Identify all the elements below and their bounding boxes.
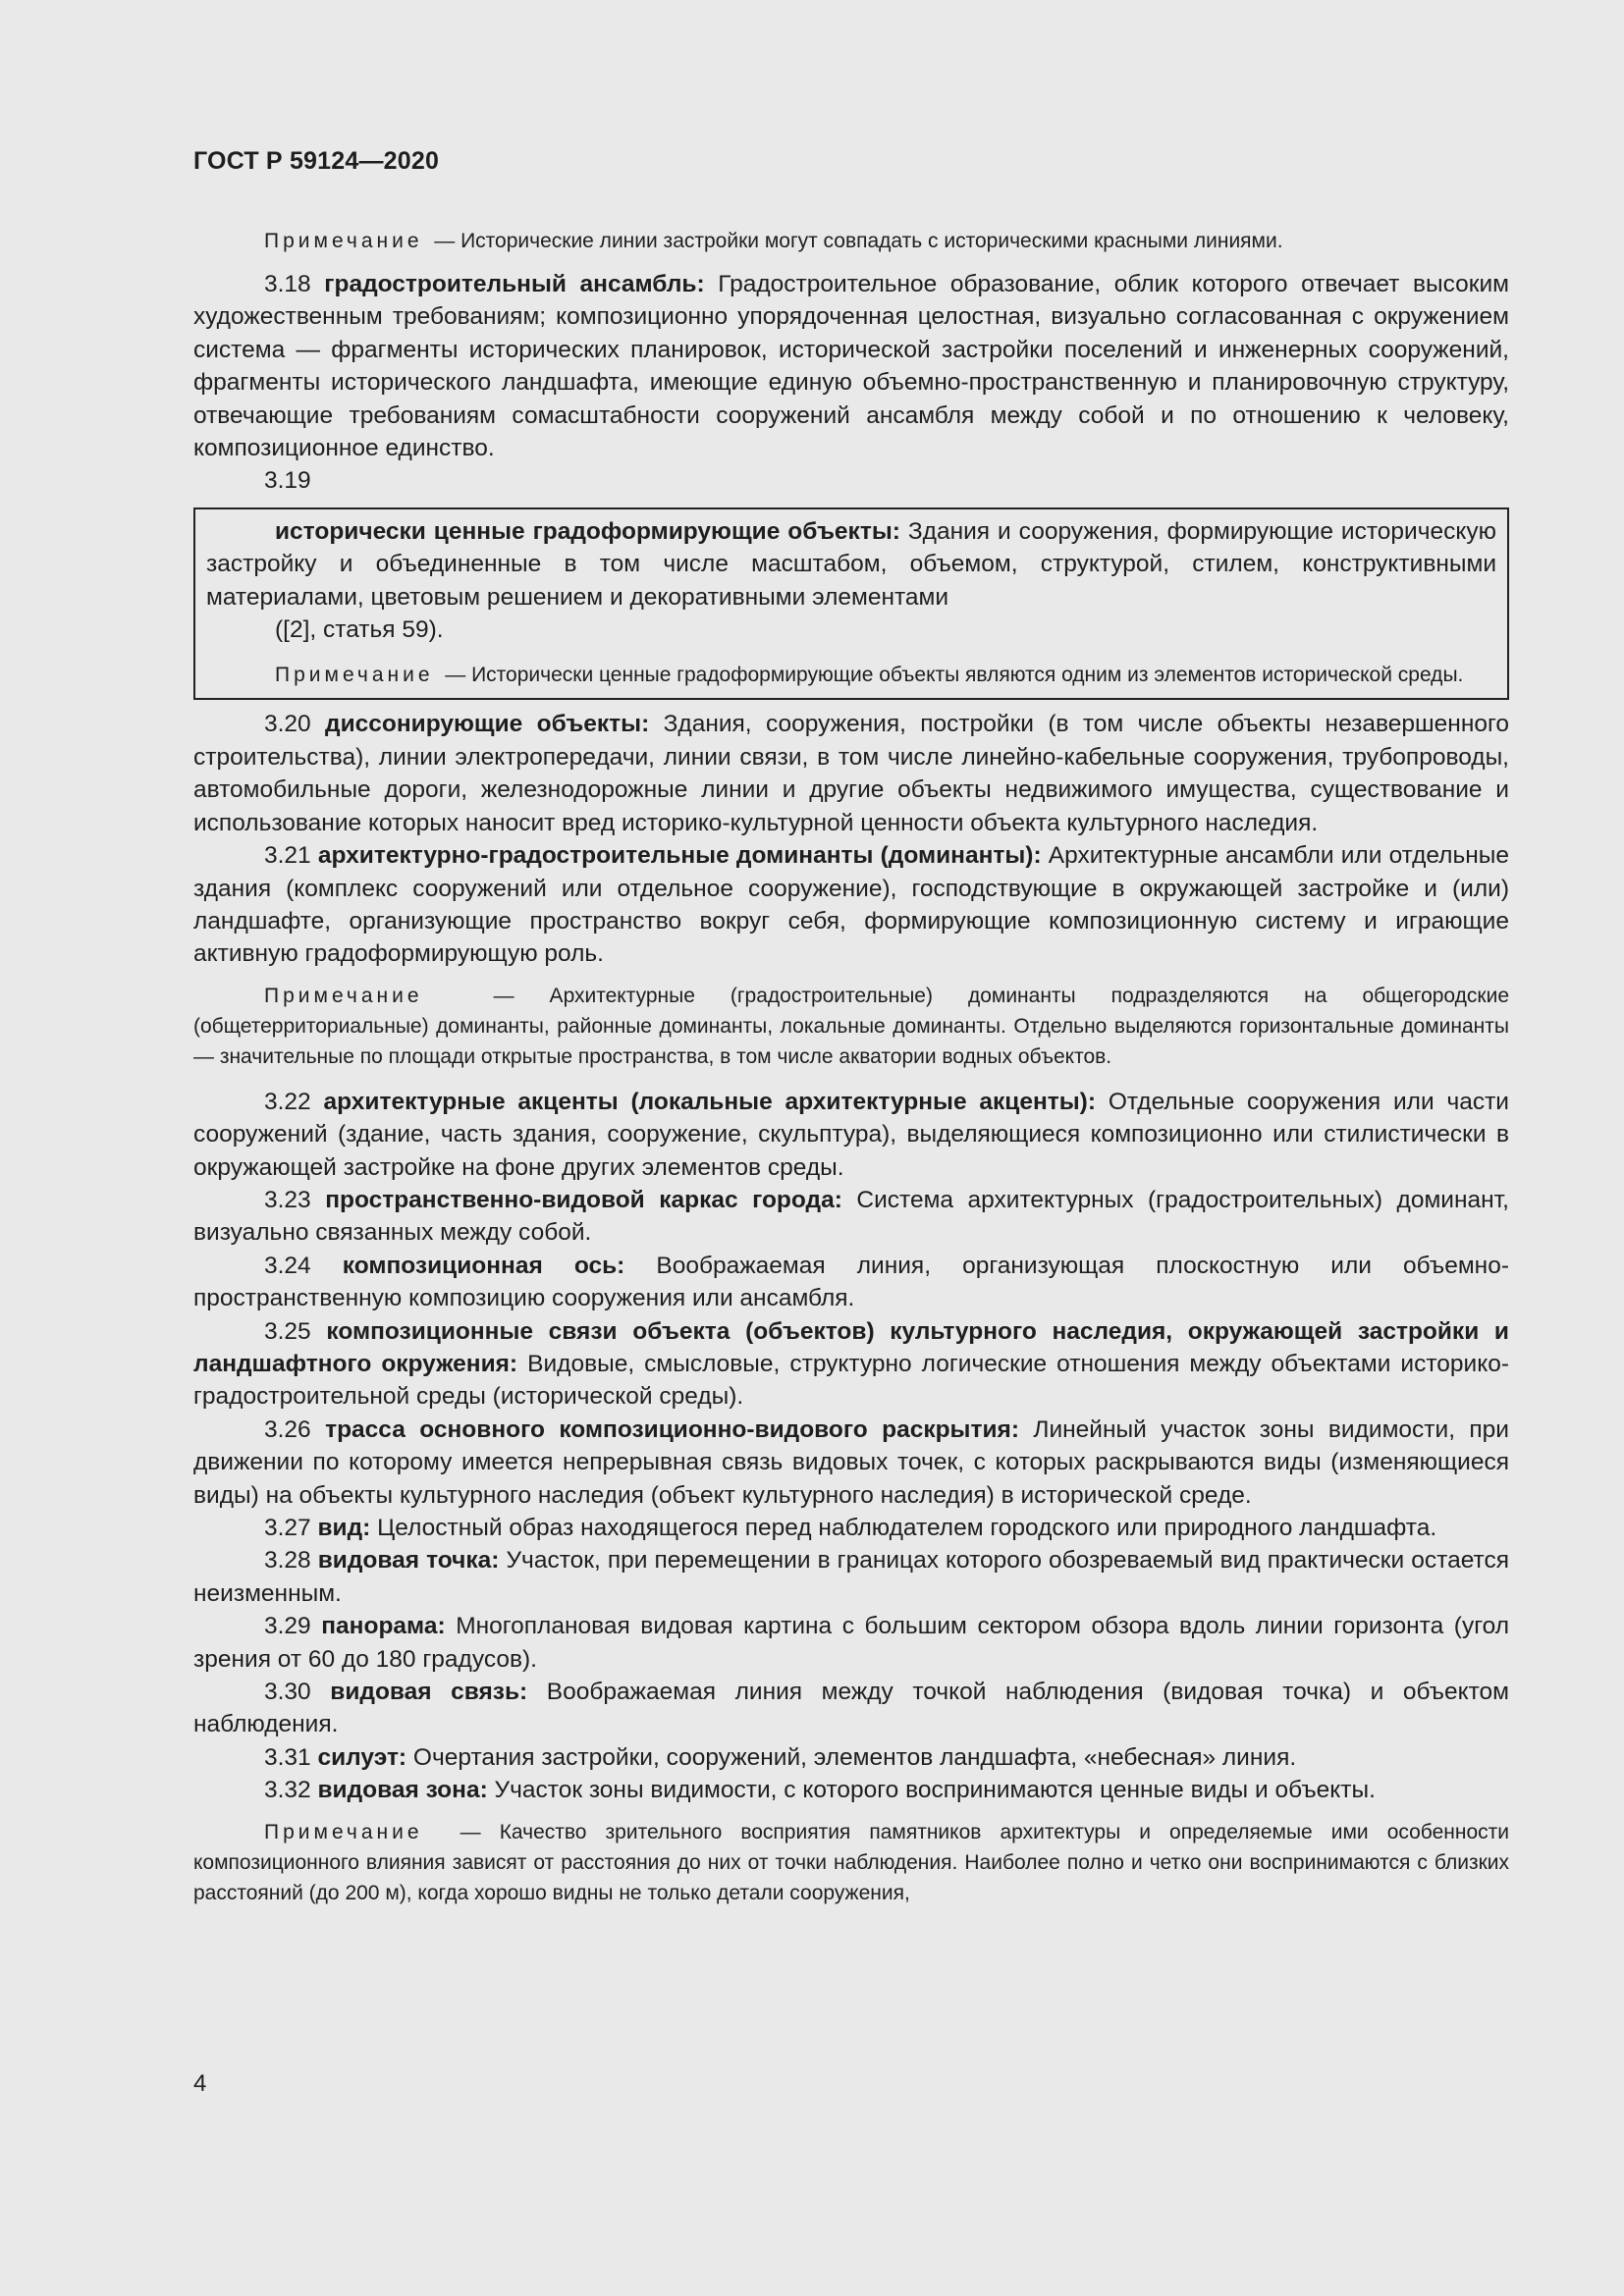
term-number: 3.30 xyxy=(264,1679,311,1706)
term-title: архитектурные акценты (локальные архитектурные акценты): xyxy=(323,1088,1096,1115)
term-3-21 xyxy=(193,839,1509,971)
term-definition: Система архитектурных (градостроительных) доминант, визуально связанных между собой. xyxy=(193,1186,1509,1247)
term-definition: Многоплановая видовая картина с большим сектором обзора вдоль линии горизонта (угол зрения от 60 до 180 градусов). xyxy=(193,1613,1509,1673)
term-definition: Очертания застройки, сооружений, элементов ландшафта, «небесная» линия. xyxy=(412,1743,1297,1771)
note-text: — Архитектурные (градостроительные) доминанты подразделяются на общегородские (общетерриториальные) доминанты, районные доминанты, локальные доминанты. Отдельно выделяются горизонтальные доминанты — значительные по площади открытые пространства, в том числе акватории водных объектов. xyxy=(193,984,1509,1068)
term-3-20 xyxy=(193,708,1509,839)
term-3-25 xyxy=(193,1315,1509,1414)
term-definition: Воображаемая линия, организующая плоскостную или объемно-пространственную композицию сооружения или ансамбля. xyxy=(193,1252,1509,1312)
term-title: видовая точка: xyxy=(317,1547,500,1575)
term-3-19-frame xyxy=(193,507,1509,701)
term-definition: Архитектурные ансамбли или отдельные здания (комплекс сооружений или отдельное сооружение), господствующие в окружающей застройке и (или) ландшафте, организующие пространство вокруг себя, формирующие композиционную систему и играющие активную градоформирующую роль. xyxy=(193,842,1509,968)
term-definition: Линейный участок зоны видимости, при движении по которому имеется непрерывная связь видовых точек, с которых раскрываются виды (изменяющиеся виды) на объекты культурного наследия (объект культурного наследия) в исторической среде. xyxy=(193,1415,1509,1509)
term-number: 3.19 xyxy=(264,467,311,495)
term-number: 3.28 xyxy=(264,1547,311,1575)
term-3-19-number xyxy=(193,464,1509,497)
note-text: — Качество зрительного восприятия памятников архитектуры и определяемые ими особенности композиционного влияния зависят от расстояния до них от точки наблюдения. Наиболее полно и четко они воспринимаются с близких расстояний (до 200 м), когда хорошо видны не только детали сооружения, xyxy=(193,1820,1509,1904)
term-3-18 xyxy=(193,268,1509,464)
term-definition: Участок зоны видимости, с которого воспринимаются ценные виды и объекты. xyxy=(494,1777,1376,1804)
note-label: Примечание xyxy=(264,984,423,1007)
term-number: 3.25 xyxy=(264,1317,311,1345)
term-number: 3.23 xyxy=(264,1186,311,1213)
term-number: 3.18 xyxy=(264,271,311,297)
term-3-28 xyxy=(193,1544,1509,1610)
document-body xyxy=(193,226,1509,1908)
term-title: градостроительный ансамбль: xyxy=(324,271,705,297)
term-3-22 xyxy=(193,1086,1509,1184)
note-text: — Исторические линии застройки могут совпадать с историческими красными линиями. xyxy=(434,230,1283,252)
term-definition: Отдельные сооружения или части сооружений (здание, часть здания, сооружение, скульптура), выделяющиеся композиционно или стилистически в окружающей застройке на фоне других элементов среды. xyxy=(193,1088,1509,1181)
term-definition: Здания, сооружения, постройки (в том числе объекты незавершенного строительства), линии электропередачи, линии связи, в том числе линейно-кабельные сооружения, трубопроводы, автомобильные дороги, железнодорожные линии и другие объекты недвижимого имущества, существование и использование которых наносит вред историко-культурной ценности объекта культурного наследия. xyxy=(193,711,1510,836)
term-number: 3.29 xyxy=(264,1613,311,1640)
term-number: 3.22 xyxy=(264,1088,311,1115)
term-title: видовая зона: xyxy=(317,1777,488,1804)
term-title: панорама: xyxy=(321,1613,446,1640)
term-number: 3.32 xyxy=(264,1777,311,1804)
term-number: 3.31 xyxy=(264,1743,311,1771)
term-3-30 xyxy=(193,1676,1509,1741)
term-title: диссонирующие объекты: xyxy=(325,711,650,738)
term-definition: Видовые, смысловые, структурно логические отношения между объектами историко-градостроительной среды (исторической среды). xyxy=(193,1350,1510,1411)
term-title: архитектурно-градостроительные доминанты (доминанты): xyxy=(317,842,1042,870)
note-label: Примечание xyxy=(275,664,434,687)
term-title: трасса основного композиционно-видового раскрытия: xyxy=(325,1415,1019,1443)
term-number: 3.27 xyxy=(264,1515,311,1541)
term-number: 3.21 xyxy=(264,842,311,870)
term-number: 3.26 xyxy=(264,1415,311,1443)
note xyxy=(193,226,1509,256)
term-title: композиционная ось: xyxy=(342,1252,625,1279)
term-title: силуэт: xyxy=(317,1743,407,1771)
term-definition: Участок, при перемещении в границах которого обозреваемый вид практически остается неизменным. xyxy=(193,1547,1509,1607)
term-title: пространственно-видовой каркас города: xyxy=(325,1186,842,1213)
term-3-24 xyxy=(193,1250,1509,1315)
document-header: ГОСТ Р 59124—2020 xyxy=(193,147,440,175)
note-label: Примечание xyxy=(264,1820,423,1843)
note xyxy=(193,981,1509,1072)
note xyxy=(193,1817,1509,1908)
term-3-26 xyxy=(193,1414,1509,1512)
term-number: 3.24 xyxy=(264,1252,311,1279)
term-definition: Воображаемая линия между точкой наблюдения (видовая точка) и объектом наблюдения. xyxy=(193,1679,1510,1738)
term-title: исторически ценные градоформирующие объекты: xyxy=(275,517,900,545)
term-title: композиционные связи объекта (объектов) культурного наследия, окружающей застройки и ландшафтного окружения: xyxy=(193,1317,1509,1377)
term-3-23 xyxy=(193,1184,1509,1250)
page-number: 4 xyxy=(193,2070,207,2097)
note-text: — Исторически ценные градоформирующие объекты являются одним из элементов исторической среды. xyxy=(445,664,1464,687)
term-title: вид: xyxy=(317,1515,371,1541)
term-definition: Здания и сооружения, формирующие историческую застройку и объединенные в том числе масштабом, объемом, структурой, стилем, конструктивными материалами, цветовым решением и декоративными элементами xyxy=(206,517,1496,611)
term-3-27 xyxy=(193,1512,1509,1544)
term-3-19 xyxy=(206,515,1496,614)
term-3-32 xyxy=(193,1774,1509,1806)
term-definition: Градостроительное образование, облик которого отвечает высоким художественным требованиям; композиционно упорядоченная целостная, визуально согласованная с окружением система — фрагменты исторических планировок, исторической застройки поселений и инженерных сооружений, фрагменты исторического ландшафта, имеющие единую объемно-пространственную и планировочную структуру, отвечающие требованиям сомасштабности сооружений ансамбля между собой и по отношению к человеку, композиционное единство. xyxy=(193,271,1510,462)
note xyxy=(206,660,1496,690)
note-label: Примечание xyxy=(264,230,423,252)
term-source: ([2], статья 59). xyxy=(275,616,444,644)
term-3-29 xyxy=(193,1610,1509,1676)
term-number: 3.20 xyxy=(264,711,311,738)
term-title: видовая связь: xyxy=(330,1679,528,1706)
term-definition: Целостный образ находящегося перед наблюдателем городского или природного ландшафта. xyxy=(377,1515,1437,1541)
term-3-31 xyxy=(193,1741,1509,1774)
